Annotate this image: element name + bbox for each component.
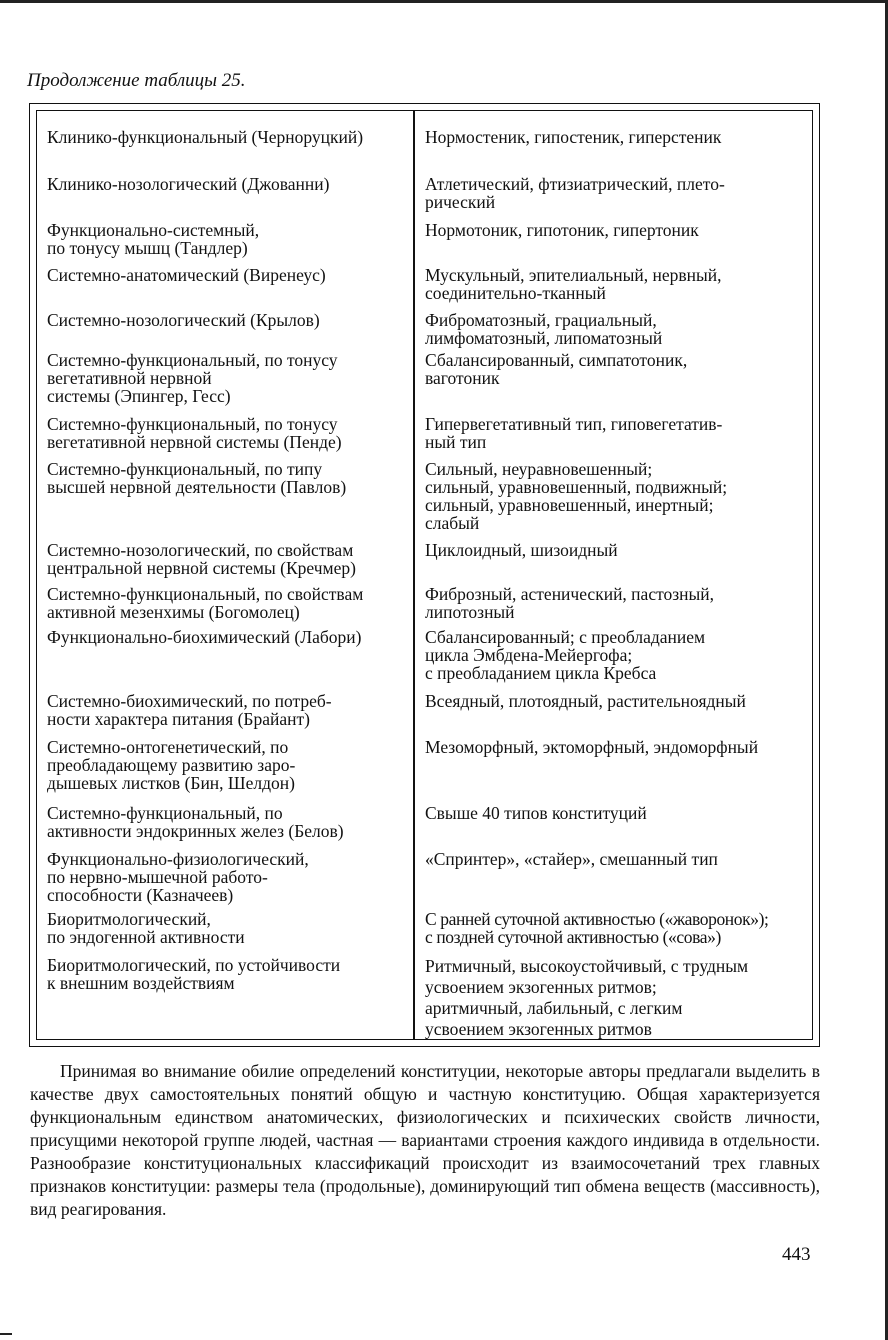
table-cell-types: Свыше 40 типов конституций bbox=[425, 803, 647, 823]
table-cell-classification: Клинико-функциональный (Черноруцкий) bbox=[47, 127, 364, 147]
table-cell-types: Нормотоник, гипотоник, гипертоник bbox=[425, 220, 699, 240]
table-cell-types: Сбалансированный, симпатотоник, ваготоник bbox=[425, 350, 688, 388]
table-cell-types: Ритмичный, высокоустойчивый, с трудным усвоением экзогенных ритмов; аритмичный, лабильный, с легким усвоением экзогенных ритмов bbox=[425, 956, 749, 1039]
table-cell-classification: Биоритмологический, по устойчивости к внешним воздействиям bbox=[47, 955, 341, 993]
table-cell-classification: Биоритмологический, по эндогенной активности bbox=[47, 909, 245, 947]
classification-table bbox=[29, 103, 820, 1047]
table-cell-classification: Системно-функциональный, по тонусу вегетативной нервной системы (Пенде) bbox=[47, 414, 342, 452]
table-cell-types: Фиброзный, астенический, пастозный, липотозный bbox=[425, 584, 715, 622]
table-cell-classification: Системно-функциональный, по свойствам активной мезенхимы (Богомолец) bbox=[47, 584, 364, 622]
page-top-edge bbox=[0, 0, 888, 3]
table-cell-types: Циклоидный, шизоидный bbox=[425, 540, 618, 560]
table-cell-classification: Функционально-физиологический, по нервно-мышечной работо- способности (Казначеев) bbox=[47, 849, 309, 905]
scan-edge-mark bbox=[0, 1333, 12, 1335]
table-cell-classification: Клинико-нозологический (Джованни) bbox=[47, 174, 330, 194]
table-cell-types: Атлетический, фтизиатрический, плето- рический bbox=[425, 174, 725, 212]
table-cell-types: Фиброматозный, грациальный, лимфоматозный, липоматозный bbox=[425, 310, 663, 348]
table-inner-border bbox=[36, 110, 813, 1040]
table-cell-classification: Функционально-системный, по тонусу мышц (Тандлер) bbox=[47, 220, 260, 258]
table-caption: Продолжение таблицы 25. bbox=[27, 70, 246, 91]
table-cell-classification: Системно-нозологический, по свойствам центральной нервной системы (Кречмер) bbox=[47, 540, 356, 578]
table-cell-types: Мускульный, эпителиальный, нервный, соединительно-тканный bbox=[425, 265, 722, 303]
table-cell-types: С ранней суточной активностью («жаворонок»); с поздней суточной активностью («сова») bbox=[425, 909, 769, 947]
body-paragraph: Принимая во внимание обилие определений конституции, некоторые авторы предлагали выделить в качестве двух самостоятельных понятий общую и частную конституцию. Общая характеризуется функциональным единством анатомических, физиологических и психических свойств личности, присущими некоторой группе людей, частная — вариантами строения каждого индивида в отдельности. Разнообразие конституциональных классификаций происходит из взаимосочетаний трех главных признаков конституции: размеры тела (продольные), доминирующий тип обмена веществ (массивность), вид реагирования. bbox=[30, 1061, 820, 1219]
table-cell-types: Нормостеник, гипостеник, гиперстеник bbox=[425, 127, 722, 147]
column-divider bbox=[413, 111, 415, 1039]
table-cell-classification: Системно-онтогенетический, по преобладающему развитию заро- дышевых листков (Бин, Шелдон) bbox=[47, 737, 296, 793]
table-cell-types: Всеядный, плотоядный, растительноядный bbox=[425, 691, 746, 711]
table-cell-types: Мезоморфный, эктоморфный, эндоморфный bbox=[425, 737, 759, 757]
table-cell-classification: Системно-биохимический, по потреб- ности характера питания (Брайант) bbox=[47, 691, 332, 729]
table-cell-types: Сбалансированный; с преобладанием цикла Эмбдена-Мейергофа; с преобладанием цикла Кребса bbox=[425, 627, 706, 683]
table-cell-classification: Системно-анатомический (Виренеус) bbox=[47, 265, 326, 285]
table-cell-classification: Системно-функциональный, по тонусу вегетативной нервной системы (Эпингер, Гесс) bbox=[47, 350, 338, 406]
table-cell-types: Гипервегетативный тип, гиповегетатив- ный тип bbox=[425, 414, 723, 452]
table-cell-classification: Системно-функциональный, по типу высшей нервной деятельности (Павлов) bbox=[47, 459, 347, 497]
table-cell-types: «Спринтер», «стайер», смешанный тип bbox=[425, 849, 718, 869]
table-cell-classification: Функционально-биохимический (Лабори) bbox=[47, 627, 362, 647]
page-number: 443 bbox=[782, 1244, 811, 1265]
table-cell-classification: Системно-функциональный, по активности эндокринных желез (Белов) bbox=[47, 803, 344, 841]
table-cell-types: Сильный, неуравновешенный; сильный, уравновешенный, подвижный; сильный, уравновешенный, инертный; слабый bbox=[425, 459, 728, 533]
table-cell-classification: Системно-нозологический (Крылов) bbox=[47, 310, 320, 330]
